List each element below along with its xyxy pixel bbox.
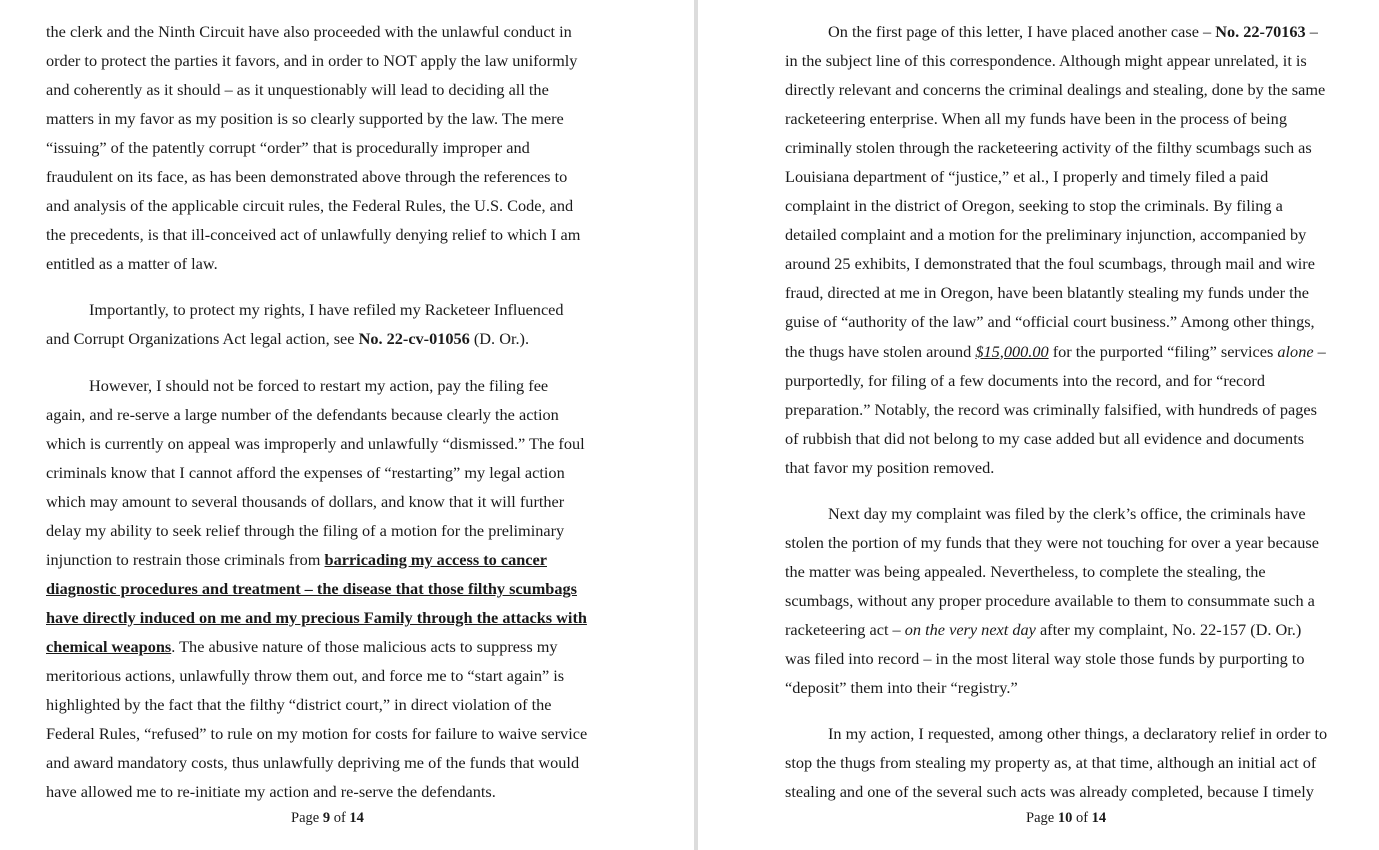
text-line: racketeering enterprise. When all my funds have been in the process of being: [785, 109, 1287, 129]
italic-emphasis: on the very next day: [904, 619, 1036, 639]
paragraph: [785, 17, 1348, 482]
text-line: the matter was being appealed. Nevertheless, to complete the stealing, the: [785, 561, 1266, 581]
page-number-footer: [291, 810, 364, 827]
text-line: scumbags, without any proper procedure available to them to consummate such a: [785, 590, 1315, 610]
text-line: “deposit” them into their “registry.”: [785, 678, 1018, 698]
page-label: Page: [291, 810, 323, 826]
text-line: [46, 574, 611, 603]
text-line: stealing and one of the several such acts was already completed, because I timely: [785, 782, 1314, 802]
paragraph: [46, 17, 611, 278]
text-run: injunction to restrain those criminals from: [46, 549, 325, 569]
text-line: guise of “authority of the law” and “official court business.” Among other things,: [785, 312, 1315, 332]
text-run: racketeering act –: [785, 619, 905, 639]
text-line: criminals know that I cannot afford the expenses of “restarting” my legal action: [46, 462, 565, 482]
text-line: delay my ability to seek relief through the filing of a motion for the preliminary: [46, 520, 565, 540]
text-line: that favor my position removed.: [785, 457, 995, 477]
text-line: around 25 exhibits, I demonstrated that the foul scumbags, through mail and wire: [785, 254, 1315, 274]
text-line: [785, 17, 1348, 46]
total-page-number: 14: [349, 810, 364, 826]
amount-emphasis: $15,000.00: [975, 341, 1049, 361]
paragraph: [785, 499, 1348, 702]
text-run: On the first page of this letter, I have placed another case –: [828, 22, 1216, 41]
case-number: No. 22-cv-01056: [358, 329, 470, 349]
text-run: (D. Or.).: [469, 329, 530, 349]
page-number-footer: [1026, 810, 1106, 827]
text-line: Federal Rules, “refused” to rule on my motion for costs for failure to waive service: [46, 724, 588, 744]
text-run: –: [1305, 22, 1318, 41]
text-line: highlighted by the fact that the filthy “district court,” in direct violation of the: [46, 695, 552, 715]
text-line: Louisiana department of “justice,” et al., I properly and timely filed a paid: [785, 167, 1269, 187]
text-line: fraud, directed at me in Oregon, have been blatantly stealing my funds under the: [785, 283, 1309, 303]
paragraph: [46, 371, 611, 807]
page-10: [698, 0, 1379, 850]
text-line: [46, 603, 611, 632]
emphasis-bold-underline: diagnostic procedures and treatment – the disease that those filthy scumbags: [46, 578, 577, 598]
text-run: after my complaint, No. 22-157 (D. Or.): [1035, 619, 1302, 639]
text-line: of rubbish that did not belong to my case added but all evidence and documents: [785, 428, 1305, 448]
paragraph: [46, 295, 611, 353]
text-line: order to protect the parties it favors, and in order to NOT apply the law uniformly: [46, 51, 578, 71]
text-line: stolen the portion of my funds that they were not touching for over a year because: [785, 532, 1319, 552]
text-line: criminally stolen through the racketeering activity of the filthy scumbags such as: [785, 138, 1312, 158]
text-line: fraudulent on its face, as has been demonstrated above through the references to: [46, 167, 568, 187]
text-line: in the subject line of this correspondence. Although might appear unrelated, it is: [785, 51, 1307, 71]
text-line: and analysis of the applicable circuit rules, the Federal Rules, the U.S. Code, and: [46, 196, 574, 216]
text-line: directly relevant and concerns the criminal dealings and stealing, done by the same: [785, 80, 1326, 100]
emphasis-bold-underline: barricading my access to cancer: [324, 549, 547, 569]
text-line: again, and re-serve a large number of the defendants because clearly the action: [46, 404, 559, 424]
page-label: Page: [1026, 810, 1058, 826]
text-run: –: [1313, 341, 1326, 361]
text-line: [785, 615, 1348, 644]
text-line: have allowed me to re-initiate my action and re-serve the defendants.: [46, 782, 496, 802]
text-line: stop the thugs from stealing my property as, at that time, although an initial act of: [785, 753, 1317, 773]
text-line: entitled as a matter of law.: [46, 254, 218, 274]
text-run: for the purported “filing” services: [1048, 341, 1278, 361]
text-line: [46, 632, 611, 661]
text-line: preparation.” Notably, the record was criminally falsified, with hundreds of pages: [785, 399, 1317, 419]
page-body: [785, 17, 1348, 806]
text-run: and Corrupt Organizations Act legal action, see: [46, 329, 359, 349]
text-line: [46, 324, 611, 353]
text-line: [785, 337, 1348, 366]
text-run: the thugs have stolen around: [785, 341, 976, 361]
text-line: meritorious actions, unlawfully throw them out, and force me to “start again” is: [46, 665, 565, 685]
text-line: which may amount to several thousands of dollars, and know that it will further: [46, 491, 565, 511]
page-of-label: of: [330, 810, 350, 826]
text-line: “issuing” of the patently corrupt “order” that is procedurally improper and: [46, 138, 530, 158]
paragraph: [785, 719, 1348, 806]
current-page-number: 10: [1057, 810, 1073, 826]
text-line: purportedly, for filing of a few documents into the record, and for “record: [785, 370, 1265, 390]
case-number: No. 22-70163: [1215, 22, 1306, 41]
page-body: [46, 17, 611, 806]
text-line: and award mandatory costs, thus unlawfully depriving me of the funds that would: [46, 753, 580, 773]
text-line: In my action, I requested, among other things, a declaratory relief in order to: [828, 724, 1328, 744]
text-run: . The abusive nature of those malicious acts to suppress my: [171, 636, 558, 656]
emphasis-bold-underline: have directly induced on me and my precious Family through the attacks with: [46, 607, 587, 627]
text-line: which is currently on appeal was improperly and unlawfully “dismissed.” The foul: [46, 433, 585, 453]
italic-emphasis: alone: [1277, 341, 1314, 361]
current-page-number: 9: [322, 810, 331, 826]
text-line: was filed into record – in the most literal way stole those funds by purporting to: [785, 648, 1305, 668]
text-line: complaint in the district of Oregon, seeking to stop the criminals. By filing a: [785, 196, 1283, 216]
emphasis-bold-underline: chemical weapons: [46, 636, 172, 656]
text-line: detailed complaint and a motion for the preliminary injunction, accompanied by: [785, 225, 1307, 245]
text-line: the clerk and the Ninth Circuit have also proceeded with the unlawful conduct in: [46, 22, 572, 41]
text-line: However, I should not be forced to restart my action, pay the filing fee: [89, 375, 549, 395]
text-line: and coherently as it should – as it unquestionably will lead to deciding all the: [46, 80, 549, 100]
text-line: Next day my complaint was filed by the clerk’s office, the criminals have: [828, 503, 1306, 523]
page-of-label: of: [1072, 810, 1092, 826]
text-line: matters in my favor as my position is so clearly supported by the law. The mere: [46, 109, 564, 129]
text-line: [46, 545, 611, 574]
text-line: the precedents, is that ill-conceived act of unlawfully denying relief to which I am: [46, 225, 581, 245]
total-page-number: 14: [1091, 810, 1107, 826]
text-line: Importantly, to protect my rights, I have refiled my Racketeer Influenced: [89, 300, 564, 320]
